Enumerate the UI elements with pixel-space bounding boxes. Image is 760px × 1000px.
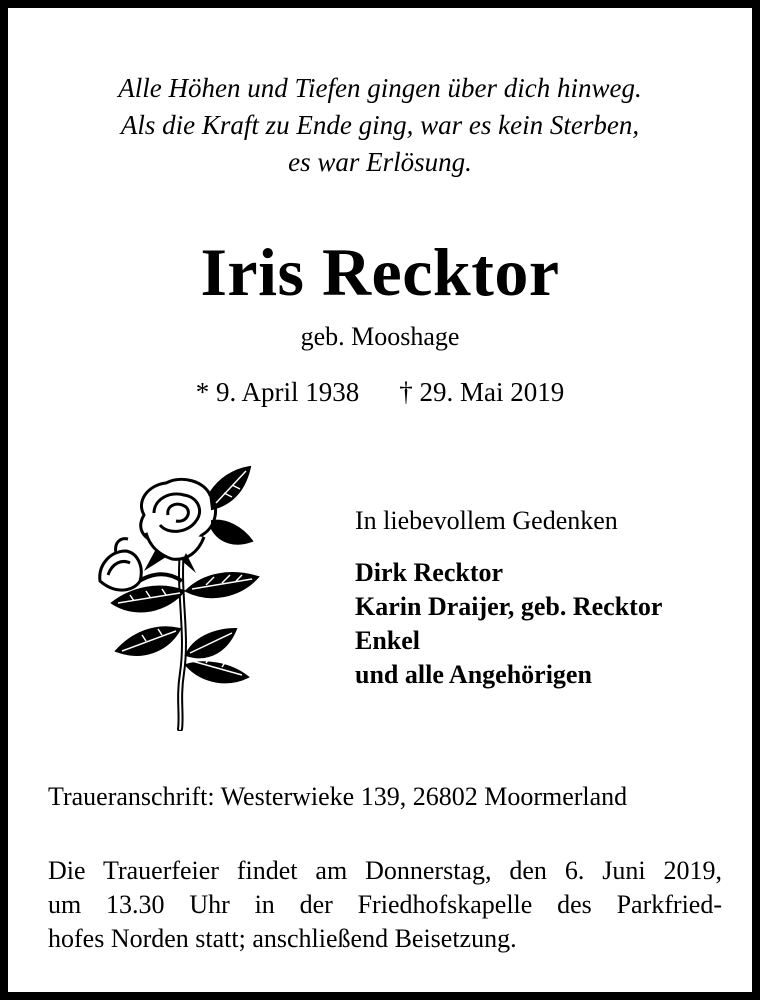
poem-line: es war Erlösung. — [288, 147, 472, 177]
funeral-line: um 13.30 Uhr in der Friedhofskapelle des Parkfried- — [48, 890, 722, 919]
mourner-name: Karin Draijer, geb. Recktor — [355, 592, 663, 621]
mourners-list — [355, 556, 662, 692]
life-dates — [8, 374, 752, 410]
mourning-address: Traueranschrift: Westerwieke 139, 26802 Moormerland — [48, 782, 628, 811]
funeral-line: Die Trauerfeier findet am Donnerstag, den 6. Juni 2019, — [48, 856, 722, 885]
funeral-info — [48, 854, 722, 956]
rose-icon — [86, 463, 266, 731]
mourner-name: Enkel — [355, 626, 421, 655]
poem-line: Alle Höhen und Tiefen gingen über dich hinweg. — [118, 73, 642, 103]
poem-line: Als die Kraft zu Ende ging, war es kein Sterben, — [120, 110, 640, 140]
mourner-name: Dirk Recktor — [355, 558, 504, 587]
birth-date: * 9. April 1938 — [195, 377, 360, 407]
funeral-line: hofes Norden statt; anschließend Beisetzung. — [48, 924, 517, 953]
poem — [8, 70, 752, 181]
mourner-name: und alle Angehörigen — [355, 660, 592, 689]
memory-line: In liebevollem Gedenken — [355, 506, 618, 535]
death-date: † 29. Mai 2019 — [399, 377, 565, 407]
maiden-name: geb. Mooshage — [300, 322, 460, 351]
deceased-name: Iris Recktor — [200, 234, 560, 310]
